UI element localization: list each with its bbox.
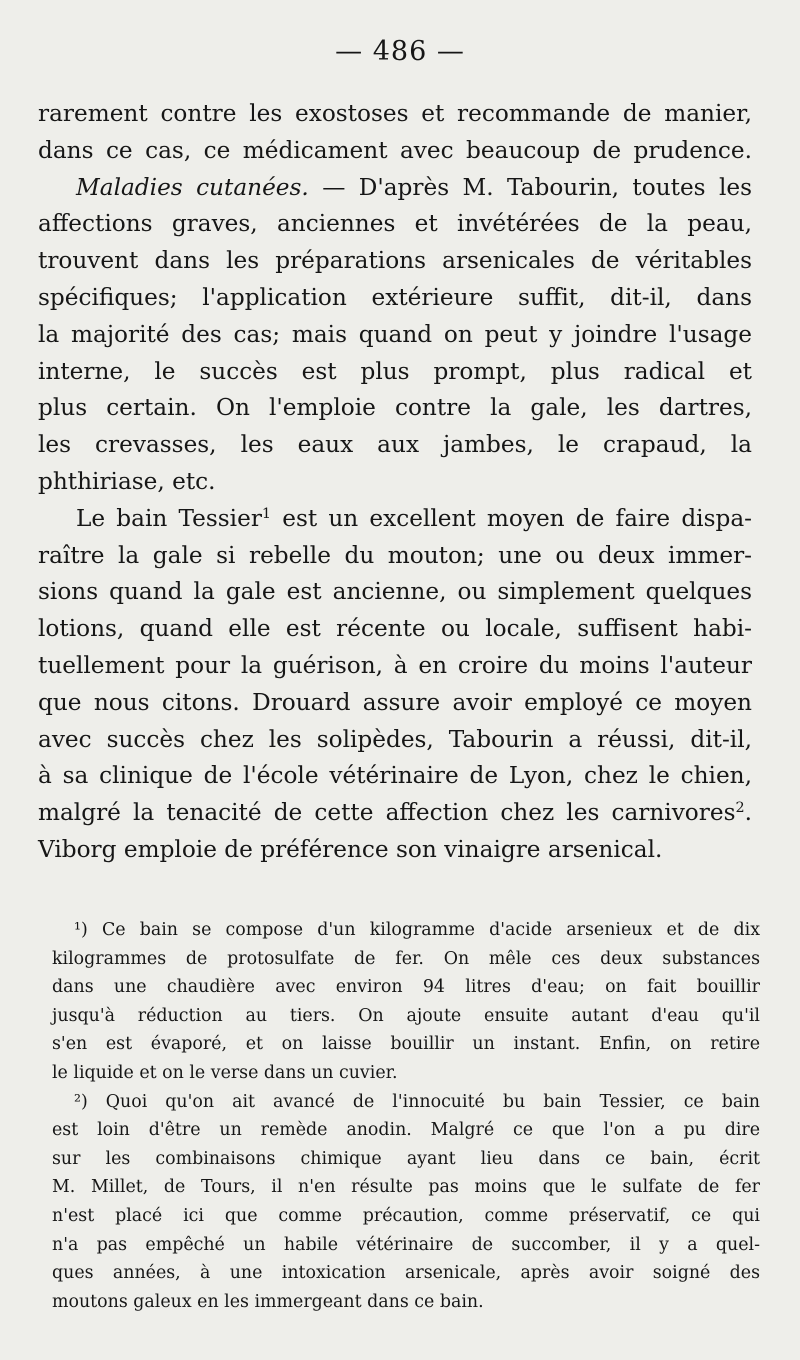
- text-line: trouvent dans les préparations arsenicales de véritables: [38, 247, 752, 275]
- text-line: que nous citons. Drouard assure avoir employé ce moyen: [38, 688, 752, 716]
- text-line: Viborg emploie de préférence son vinaigre arsenical.: [38, 835, 663, 863]
- footnote-line: moutons galeux en les immergeant dans ce bain.: [52, 1291, 484, 1312]
- footnote-line: s'en est évaporé, et on laisse bouillir un instant. Enfin, on retire: [52, 1034, 760, 1055]
- footnote-line: est loin d'être un remède anodin. Malgré ce que l'on a pu dire: [52, 1120, 760, 1141]
- text-line: les crevasses, les eaux aux jambes, le crapaud, la: [38, 431, 752, 459]
- text-line: Maladies cutanées. — D'après M. Tabourin, toutes les: [76, 173, 752, 201]
- text-line: affections graves, anciennes et invétérées de la peau,: [38, 210, 752, 238]
- text-line: dans ce cas, ce médicament avec beaucoup de prudence.: [38, 136, 752, 164]
- page-number: — 486 —: [335, 36, 465, 67]
- footnote-line: n'a pas empêché un habile vétérinaire de succomber, il y a quel-: [52, 1234, 760, 1255]
- text-line: tuellement pour la guérison, à en croire du moins l'auteur: [38, 651, 752, 679]
- text-line: à sa clinique de l'école vétérinaire de Lyon, chez le chien,: [38, 762, 752, 790]
- text-line: rarement contre les exostoses et recommande de manier,: [38, 100, 752, 127]
- main-text: [38, 96, 752, 869]
- text-line: la majorité des cas; mais quand on peut y joindre l'usage: [38, 320, 752, 348]
- footnote-line: dans une chaudière avec environ 94 litres d'eau; on fait bouillir: [52, 977, 760, 998]
- footnote-line: n'est placé ici que comme précaution, comme préservatif, ce qui: [52, 1205, 760, 1226]
- footnote-ref: 1: [261, 505, 272, 522]
- footnote-line: ¹) Ce bain se compose d'un kilogramme d'acide arsenieux et de dix: [74, 920, 760, 940]
- text-line: phthiriase, etc.: [38, 467, 216, 495]
- section-heading: Maladies cutanées.: [76, 173, 309, 201]
- text-line: plus certain. On l'emploie contre la gale, les dartres,: [38, 394, 752, 422]
- footnote-line: sur les combinaisons chimique ayant lieu dans ce bain, écrit: [52, 1148, 760, 1169]
- footnote-line: kilogrammes de protosulfate de fer. On mêle ces deux substances: [52, 948, 760, 969]
- text-line: malgré la tenacité de cette affection chez les carnivores$^2$.: [38, 799, 752, 827]
- text-line: interne, le succès est plus prompt, plus radical et: [38, 357, 752, 385]
- footnotes: [52, 916, 760, 1316]
- text-line: Le bain Tessier$^1$ est un excellent moyen de faire dispa-: [76, 504, 752, 532]
- text-line: raître la gale si rebelle du mouton; une ou deux immer-: [38, 541, 752, 569]
- footnote-marker: ¹): [74, 920, 88, 940]
- footnote-ref: 2: [735, 800, 745, 817]
- footnote-marker: ²): [74, 1091, 88, 1112]
- text-line: lotions, quand elle est récente ou locale, suffisent habi-: [38, 615, 752, 643]
- text-line: spécifiques; l'application extérieure suffit, dit-il, dans: [38, 283, 752, 311]
- footnote-line: ques années, à une intoxication arsenicale, après avoir soigné des: [52, 1263, 760, 1284]
- text-line: avec succès chez les solipèdes, Tabourin a réussi, dit-il,: [38, 725, 752, 753]
- footnote-line: jusqu'à réduction au tiers. On ajoute ensuite autant d'eau qu'il: [52, 1005, 760, 1026]
- footnote-line: ²) Quoi qu'on ait avancé de l'innocuité bu bain Tessier, ce bain: [74, 1091, 761, 1112]
- text-line: sions quand la gale est ancienne, ou simplement quelques: [38, 578, 752, 606]
- footnote-line: le liquide et on le verse dans un cuvier.: [52, 1062, 398, 1083]
- footnote-line: M. Millet, de Tours, il n'en résulte pas moins que le sulfate de fer: [52, 1177, 760, 1198]
